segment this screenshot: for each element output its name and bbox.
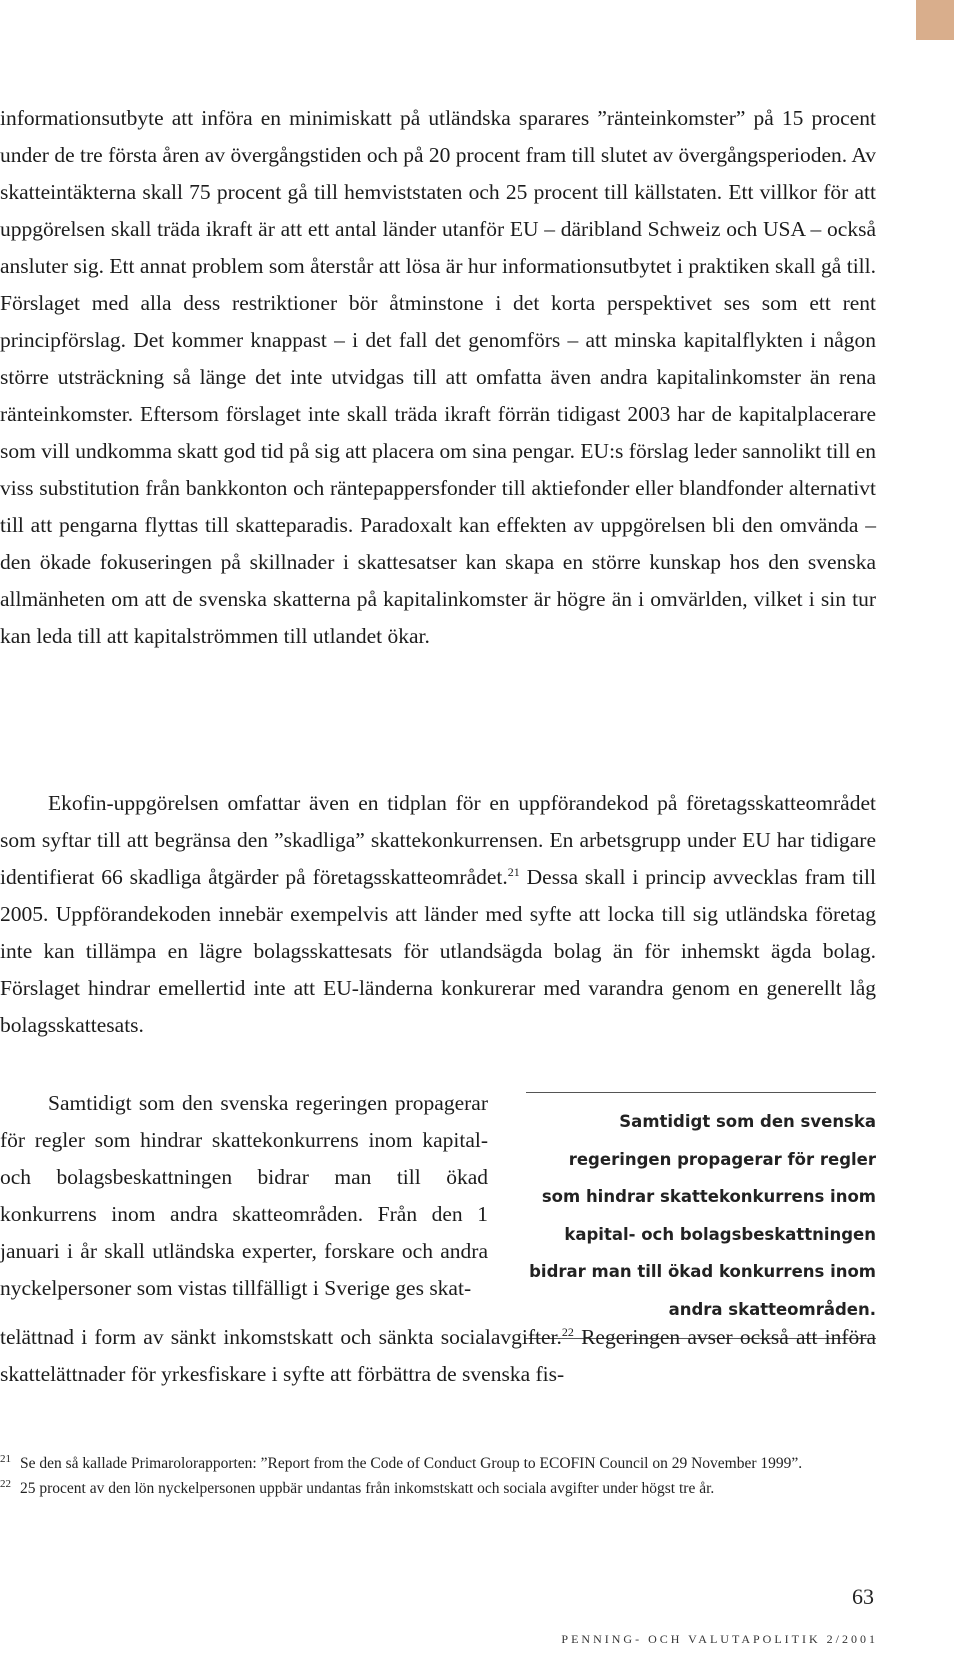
footnote-ref-21[interactable]: 21 — [507, 864, 520, 879]
footnote-mark: 22 — [0, 1478, 11, 1490]
corner-tab-marker — [916, 0, 954, 40]
footnote-text: 25 procent av den lön nyckelpersonen uppbär undantas från inkomstskatt och sociala avgifter under högst tre år. — [20, 1480, 715, 1497]
footnote-ref-22[interactable]: 22 — [561, 1324, 574, 1339]
paragraph-2-text-b: Dessa skall i princip avvecklas fram till 2005. Uppförandekoden innebär exempelvis att länder med syfte att locka till sig utländska företag inte kan tillämpa en lägre bolagsskattesats för utlandsägda bolag än för inhemskt ägda bolag. Förslaget hindrar emellertid inte att EU-länderna konkurerar med varandra genom en generellt låg bolagsskattesats. — [0, 865, 876, 1037]
running-footer: PENNING- OCH VALUTAPOLITIK 2/2001 — [561, 1632, 878, 1646]
footnotes — [0, 1452, 872, 1502]
footnote-21 — [0, 1452, 872, 1475]
footnote-mark: 21 — [0, 1453, 11, 1465]
footnote-text: Se den så kallade Primarolorapporten: ”Report from the Code of Conduct Group to ECOFIN Council on 29 November 1999”. — [20, 1455, 803, 1472]
footnote-22 — [0, 1477, 872, 1500]
paragraph-2-text-a: Ekofin-uppgörelsen omfattar även en tidplan för en uppförandekod på företagsskatteområdet som syftar till att begränsa den ”skadliga” skattekonkurrensen. En arbetsgrupp under EU har tidigare identifierat 66 skadliga åtgärder på företagsskatteområdet. — [0, 791, 876, 889]
paragraph-3-text-a: telättnad i form av sänkt inkomstskatt och sänkta socialavgifter. — [0, 1325, 562, 1349]
paragraph-3-narrow-column: Samtidigt som den svenska regeringen propagerar för regler som hindrar skattekonkurrens inom kapital- och bolagsbeskattningen bidrar man till ökad konkurrens inom andra skatteområden. Från den 1 januari i år skall utländska experter, forskare och andra nyckelpersoner som vistas tillfälligt i Sverige ges skat- — [0, 1091, 488, 1300]
paragraph-3-continuation — [0, 1319, 876, 1393]
body-paragraph-1: informationsutbyte att införa en minimiskatt på utländska sparares ”ränteinkomster” på 15 procent under de tre första åren av övergångstiden och på 20 procent fram till slutet av övergångsperioden. Av skatteintäkterna skall 75 procent gå till hemviststaten och 25 procent till källstaten. Ett villkor för att uppgörelsen skall träda ikraft är att ett antal länder utanför EU – däribland Schweiz och USA – också ansluter sig. Ett annat problem som återstår att lösa är hur informationsutbytet i praktiken skall gå till. Förslaget med alla dess restriktioner bör åtminstone i det korta perspektivet ses som ett rent principförslag. Det kommer knappast – i det fall det genomförs – att minska kapitalflykten i någon större utsträckning så länge det inte utvidgas till att omfatta även andra kapitalinkomster än rena ränteinkomster. Eftersom förslaget inte skall träda ikraft förrän tidigast 2003 har de kapitalplacerare som vill undkomma skatt god tid på sig att placera om sina pengar. EU:s förslag leder sannolikt till en viss substitution från bankkonton och räntepappersfonder till aktiefonder eller blandfonder alternativt till att pengarna flyttas till skatteparadis. Paradoxalt kan effekten av uppgörelsen bli den omvända – den ökade fokuseringen på skillnader i skattesatser kan skapa en större kunskap hos den svenska allmänheten om att de svenska skatterna på kapitalinkomster är högre än i omvärlden, vilket i sin tur kan leda till att kapitalströmmen till utlandet ökar. — [0, 106, 876, 648]
page-number: 63 — [852, 1584, 874, 1609]
paragraph-3-text-b: Regeringen avser också att införa skattelättnader för yrkesfiskare i syfte att förbättra de svenska fis- — [0, 1325, 876, 1386]
pull-quote: Samtidigt som den svenska regeringen propagerar för regler som hindrar skattekonkurrens inom kapital- och bolagsbeskattningen bidrar man till ökad konkurrens inom andra skatteområden. — [526, 1092, 876, 1339]
body-paragraph-2 — [0, 785, 876, 1044]
